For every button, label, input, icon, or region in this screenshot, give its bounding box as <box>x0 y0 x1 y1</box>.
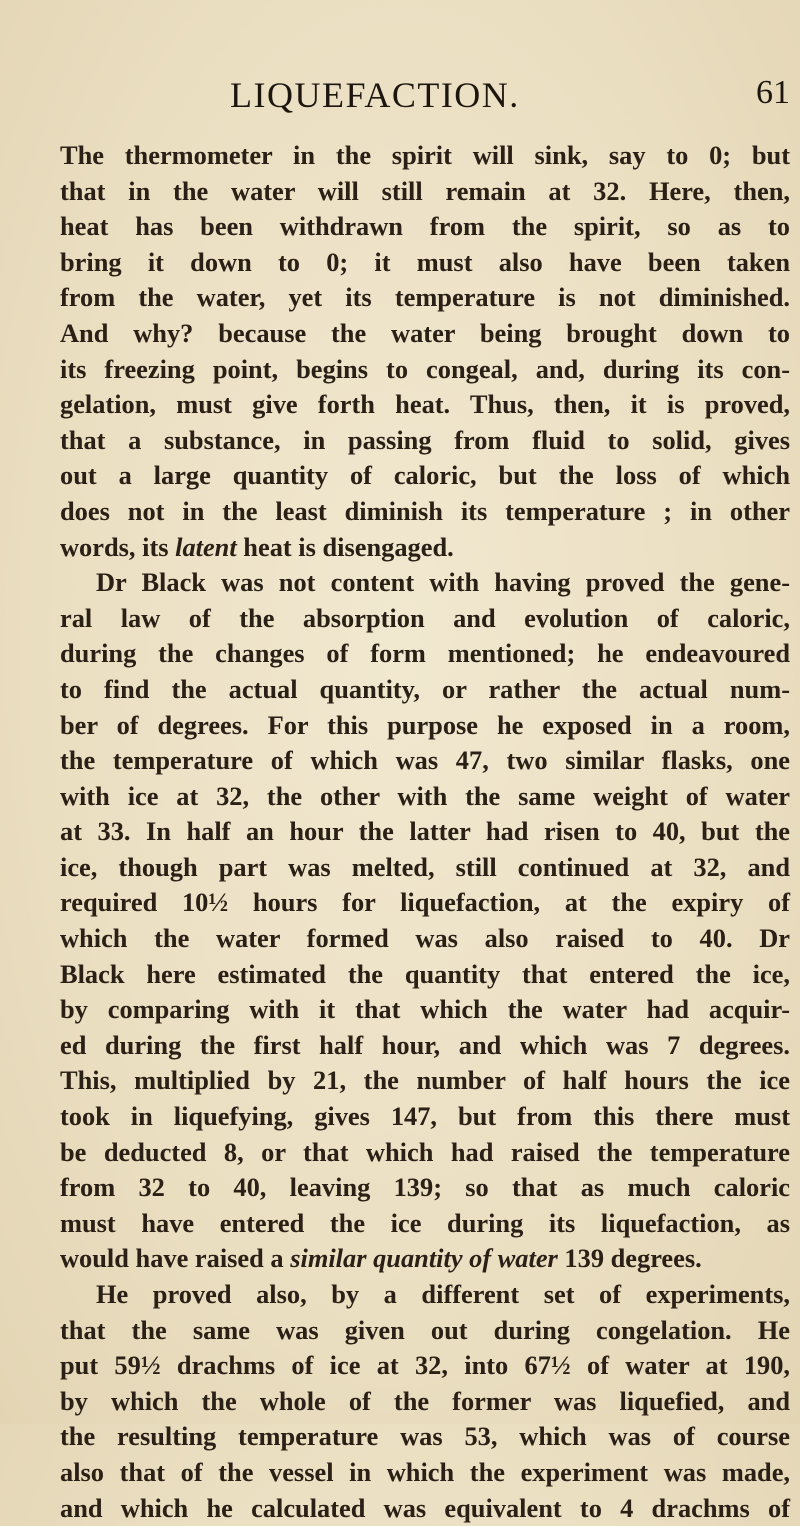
text-line: heat has been withdrawn from the spirit, so as to <box>60 211 790 242</box>
text-line: to find the actual quantity, or rather the actual num- <box>60 673 790 704</box>
text-line: by which the whole of the former was liquefied, and <box>60 1385 790 1416</box>
text-line: Black here estimated the quantity that entered the ice, <box>60 958 790 989</box>
text-line: during the changes of form mentioned; he endeavoured <box>60 638 790 669</box>
text-line: with ice at 32, the other with the same weight of water <box>60 780 790 811</box>
page-number: 61 <box>756 74 790 111</box>
text-line: The thermometer in the spirit will sink, say to 0; but <box>60 140 790 170</box>
text-line-paragraph-start: Dr Black was not content with having proved the gene- <box>96 567 790 598</box>
text-line: at 33. In half an hour the latter had risen to 40, but the <box>60 816 790 847</box>
text-line: that the same was given out during congelation. He <box>60 1314 790 1345</box>
text-line-paragraph-end: words, its latent heat is disengaged. <box>60 531 454 562</box>
body-text <box>60 138 790 1526</box>
text-line: that a substance, in passing from fluid to solid, gives <box>60 424 790 455</box>
running-title: LIQUEFACTION. <box>230 75 520 115</box>
text-line: This, multiplied by 21, the number of half hours the ice <box>60 1065 790 1096</box>
text-line: ice, though part was melted, still continued at 32, and <box>60 851 790 882</box>
text-line: the temperature of which was 47, two similar flasks, one <box>60 745 790 776</box>
text-line: also that of the vessel in which the experiment was made, <box>60 1456 790 1487</box>
text-line: gelation, must give forth heat. Thus, then, it is proved, <box>60 389 790 420</box>
text-line: from 32 to 40, leaving 139; so that as much caloric <box>60 1172 790 1203</box>
text-line: ber of degrees. For this purpose he exposed in a room, <box>60 709 790 740</box>
text-line: ral law of the absorption and evolution of caloric, <box>60 602 790 633</box>
text-line: the resulting temperature was 53, which was of course <box>60 1421 790 1452</box>
text-line: by comparing with it that which the water had acquir- <box>60 994 790 1025</box>
text-line: ed during the first half hour, and which was 7 degrees. <box>60 1029 790 1060</box>
text-line: be deducted 8, or that which had raised the temperature <box>60 1136 790 1167</box>
text-line: and which he calculated was equivalent to 4 drachms of <box>60 1492 790 1523</box>
text-line: bring it down to 0; it must also have been taken <box>60 246 790 277</box>
text-line: that in the water will still remain at 32. Here, then, <box>60 175 790 206</box>
text-line: must have entered the ice during its liquefaction, as <box>60 1207 790 1238</box>
text-line: took in liquefying, gives 147, but from this there must <box>60 1101 790 1132</box>
text-line: from the water, yet its temperature is not diminished. <box>60 282 790 313</box>
text-line: does not in the least diminish its temperature ; in other <box>60 495 790 526</box>
text-line: its freezing point, begins to congeal, and, during its con- <box>60 353 790 384</box>
text-line: out a large quantity of caloric, but the loss of which <box>60 460 790 491</box>
running-head <box>60 74 790 118</box>
italic-emphasis: similar quantity of water <box>290 1243 558 1274</box>
text-line: required 10½ hours for liquefaction, at the expiry of <box>60 887 790 918</box>
italic-emphasis: latent <box>175 531 237 562</box>
text-line: which the water formed was also raised to 40. Dr <box>60 923 790 954</box>
text-line: put 59½ drachms of ice at 32, into 67½ of water at 190, <box>60 1350 790 1381</box>
text-line-paragraph-start: He proved also, by a different set of experiments, <box>96 1279 790 1309</box>
text-line-paragraph-end: would have raised a similar quantity of water 139 degrees. <box>60 1243 702 1274</box>
text-line: And why? because the water being brought down to <box>60 317 790 348</box>
